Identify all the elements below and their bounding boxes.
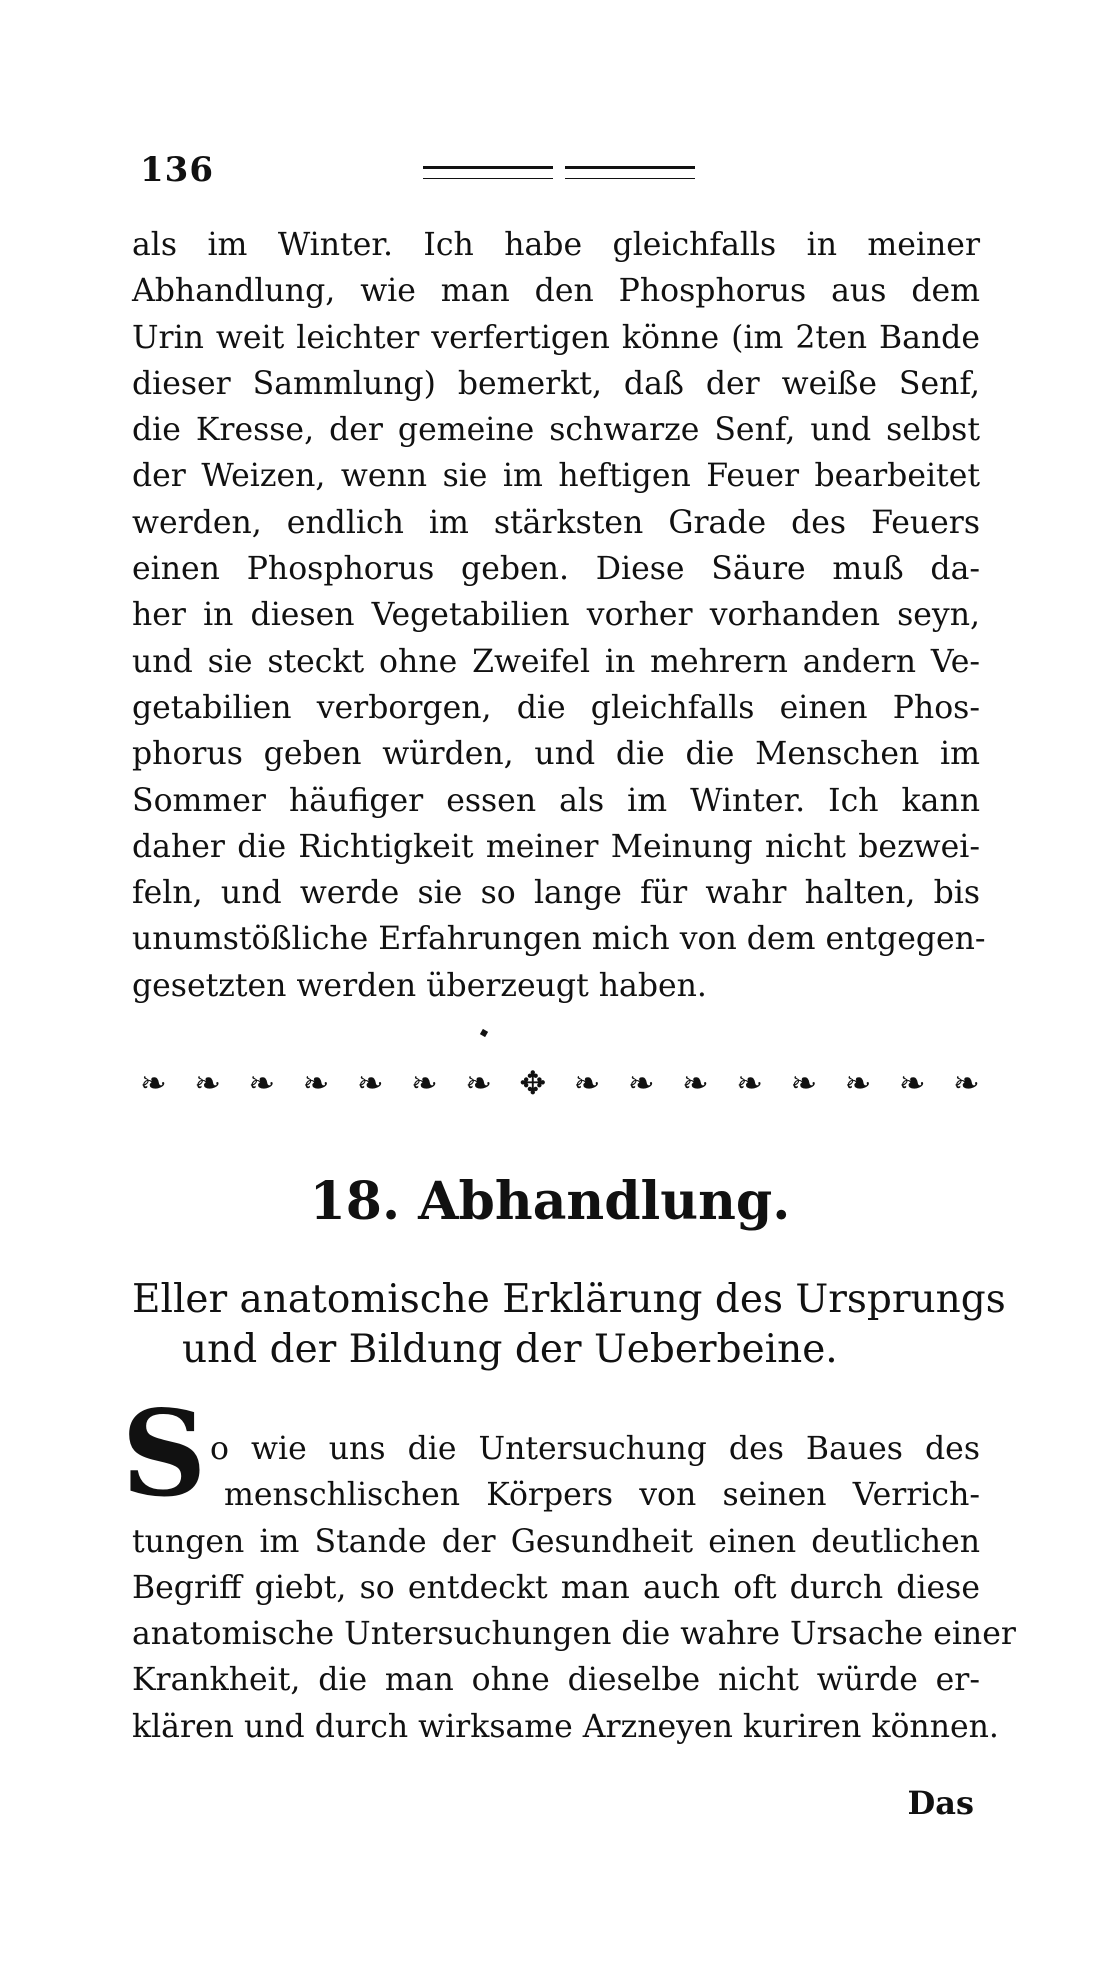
paragraph-continued	[132, 222, 986, 1009]
fleuron-icon: ❧	[898, 1064, 926, 1102]
text-line: Abhandlung, wie man den Phosphorus aus dem	[132, 273, 980, 310]
chapter-heading: 18. Abhandlung.	[309, 1171, 791, 1232]
text-line: daher die Richtigkeit meiner Meinung nicht bezwei-	[132, 828, 980, 865]
chapter-paragraph	[132, 1426, 1016, 1750]
fleuron-icon: ❧	[411, 1064, 438, 1102]
text-line: gesetzten werden überzeugt haben.	[132, 967, 707, 1004]
fleuron-icon: ❧	[573, 1064, 601, 1102]
text-line: Sommer häufiger essen als im Winter. Ich kann	[132, 782, 980, 819]
text-line: feln, und werde sie so lange für wahr halten, bis	[132, 875, 980, 912]
text-line: her in diesen Vegetabilien vorher vorhanden seyn,	[132, 597, 980, 634]
fleuron-icon: ❧	[140, 1064, 167, 1102]
text-line: Urin weit leichter verfertigen könne (im 2ten Bande	[132, 319, 980, 356]
fleuron-icon: ❧	[736, 1064, 764, 1102]
fleuron-icon: ❧	[302, 1064, 330, 1102]
fleuron-icon: ❧	[953, 1064, 980, 1102]
text-line: dieser Sammlung) bemerkt, daß der weiße Senf,	[132, 365, 980, 402]
fleuron-icon: ❧	[790, 1064, 818, 1102]
center-ornament-icon: ✥	[519, 1064, 547, 1102]
text-line: phorus geben würden, und die die Menschen im	[132, 736, 980, 773]
text-line: die Kresse, der gemeine schwarze Senf, und selbst	[132, 412, 980, 449]
fleuron-divider	[140, 1062, 980, 1104]
header-rule-left	[423, 166, 553, 179]
text-line: unumstößliche Erfahrungen mich von dem entgegen-	[132, 921, 986, 958]
text-line: getabilien verborgen, die gleichfalls einen Phos-	[132, 689, 980, 726]
fleuron-icon: ❧	[465, 1064, 493, 1102]
chapter-subtitle	[132, 1275, 1006, 1375]
text-line: als im Winter. Ich habe gleichfalls in meiner	[132, 227, 980, 263]
text-line: tungen im Stande der Gesundheit einen deutlichen	[132, 1523, 980, 1560]
text-line: und sie steckt ohne Zweifel in mehrern andern Ve-	[132, 643, 980, 680]
fleuron-icon: ❧	[682, 1064, 709, 1102]
drop-cap-initial: S	[121, 1384, 207, 1523]
subtitle-line: Eller anatomische Erklärung des Ursprungs	[132, 1277, 1006, 1322]
text-line: der Weizen, wenn sie im heftigen Feuer bearbeitet	[132, 458, 980, 495]
text-line: klären und durch wirksame Arzneyen kuriren können.	[132, 1708, 999, 1745]
fleuron-icon: ❧	[844, 1064, 872, 1102]
fleuron-icon: ❧	[356, 1064, 384, 1102]
fleuron-icon: ❧	[194, 1064, 222, 1102]
fleuron-icon: ❧	[627, 1064, 655, 1102]
text-line: menschlischen Körpers von seinen Verrich-	[224, 1477, 980, 1514]
catchword: Das	[907, 1784, 974, 1822]
header-rule-right	[565, 166, 695, 179]
text-line: Begriff giebt, so entdeckt man auch oft durch diese	[132, 1569, 980, 1606]
text-line: einen Phosphorus geben. Diese Säure muß da-	[132, 551, 980, 588]
page-number: 136	[140, 150, 214, 190]
text-line: Krankheit, die man ohne dieselbe nicht würde er-	[132, 1662, 980, 1699]
subtitle-line: und der Bildung der Ueberbeine.	[182, 1327, 838, 1372]
text-line: werden, endlich im stärksten Grade des Feuers	[132, 504, 980, 541]
fleuron-icon: ❧	[248, 1064, 276, 1102]
text-line: anatomische Untersuchungen die wahre Ursache einer	[132, 1616, 1016, 1653]
ink-speck	[480, 1029, 488, 1037]
running-header	[140, 150, 980, 190]
text-line: o wie uns die Untersuchung des Baues des	[210, 1431, 980, 1467]
